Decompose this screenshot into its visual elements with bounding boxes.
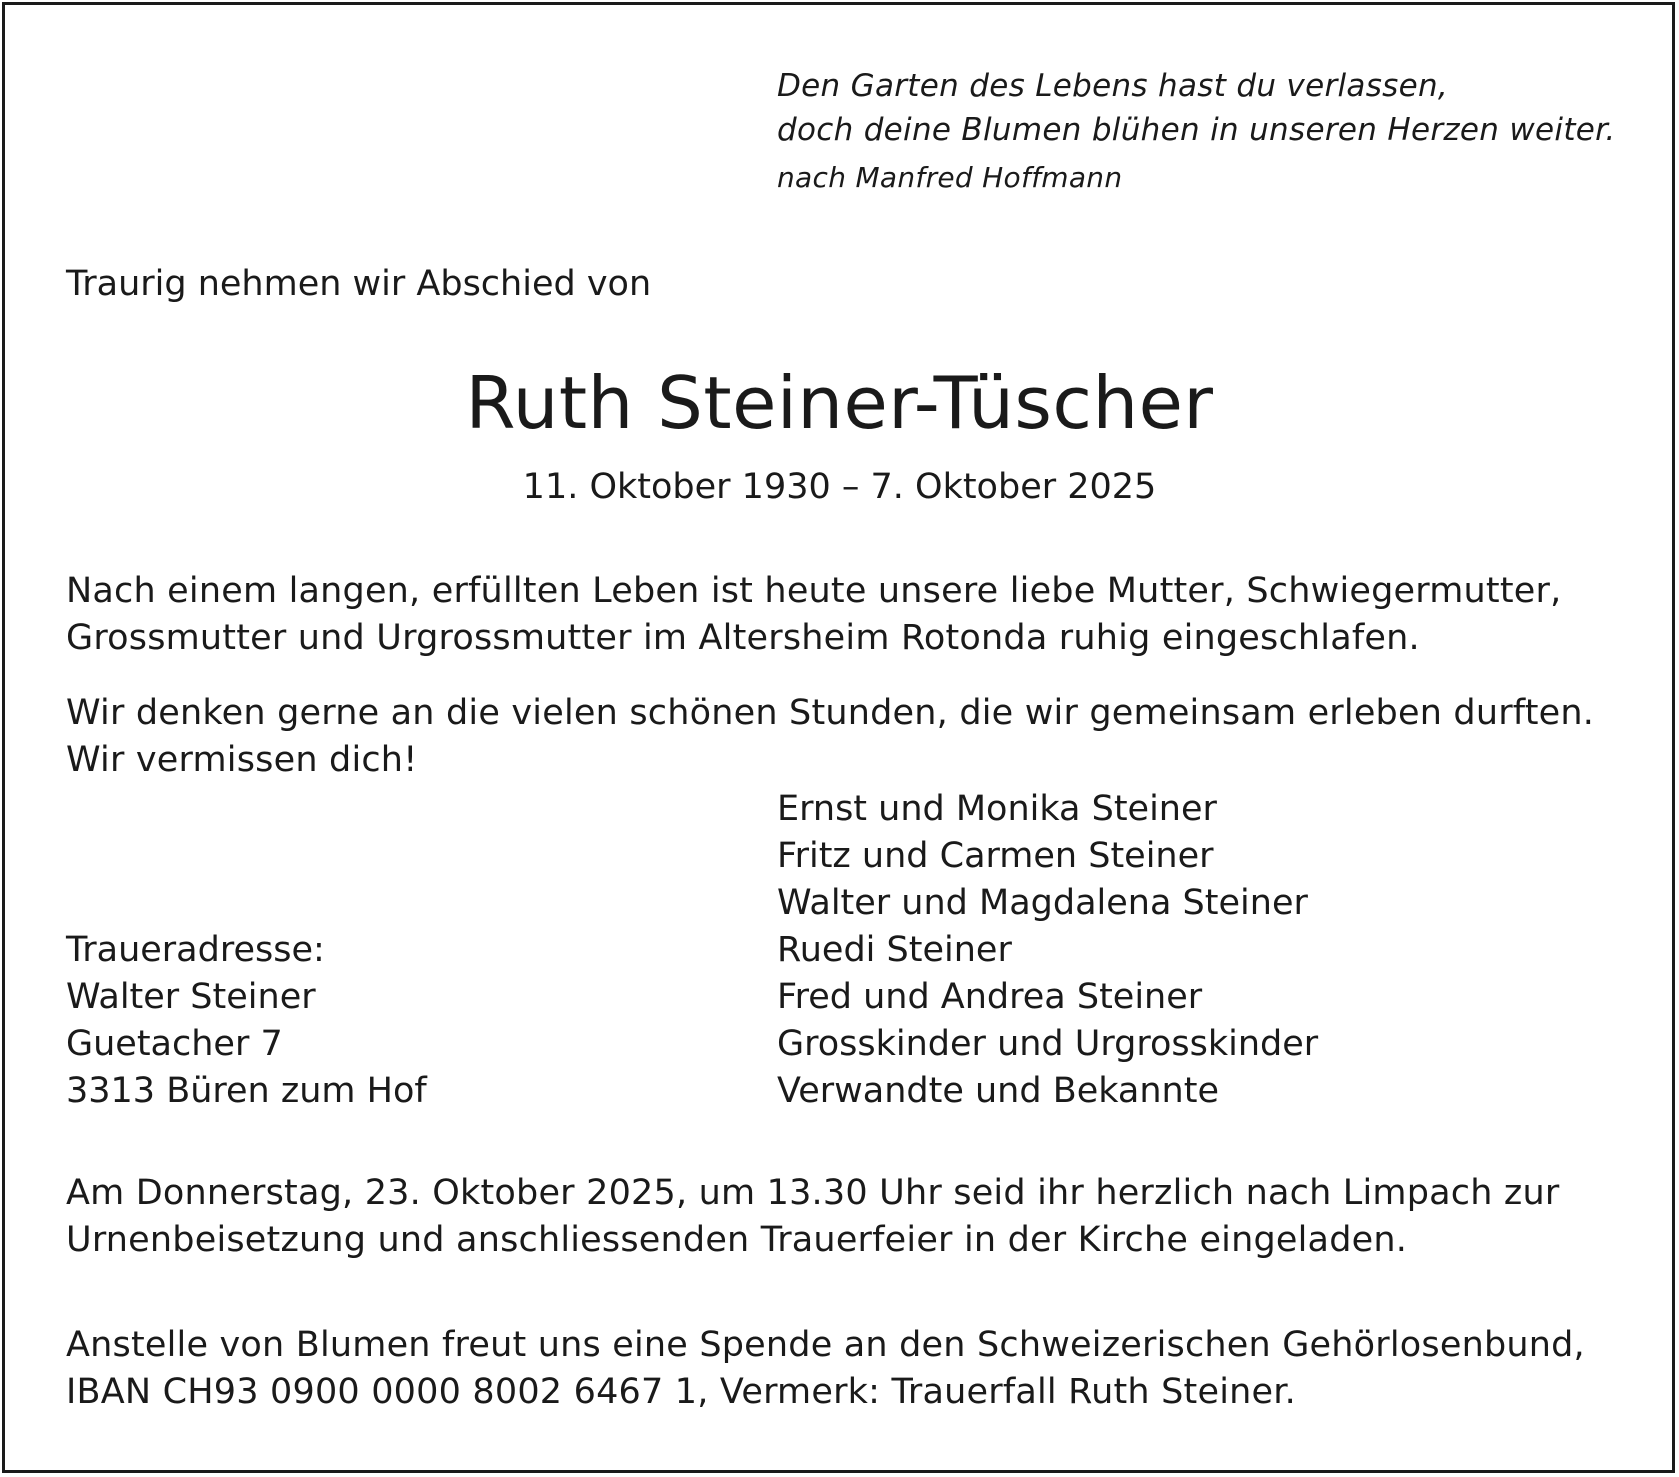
- family-member: Grosskinder und Urgrosskinder: [777, 1024, 1319, 1064]
- mourning-address: [66, 927, 427, 1115]
- deceased-name: Ruth Steiner-Tüscher: [465, 361, 1214, 445]
- family-member: Fritz und Carmen Steiner: [777, 836, 1214, 876]
- address-line: Walter Steiner: [66, 977, 316, 1017]
- motto-line: doch deine Blumen blühen in unseren Herzen weiter.: [777, 112, 1616, 148]
- family-list: [777, 786, 1318, 1115]
- paragraph-line: Wir denken gerne an die vielen schönen Stunden, die wir gemeinsam erleben durften.: [66, 693, 1595, 733]
- address-line: 3313 Büren zum Hof: [66, 1071, 427, 1111]
- paragraph-line: Grossmutter und Urgrossmutter im Altersheim Rotonda ruhig eingeschlafen.: [66, 618, 1420, 658]
- motto-quote: [777, 64, 1616, 198]
- motto-line: Den Garten des Lebens hast du verlassen,: [777, 68, 1449, 104]
- paragraph-line: Am Donnerstag, 23. Oktober 2025, um 13.30 Uhr seid ihr herzlich nach Limpach zur: [66, 1173, 1560, 1213]
- donation-paragraph: [66, 1322, 1585, 1416]
- address-line: Guetacher 7: [66, 1024, 283, 1064]
- family-member: Verwandte und Bekannte: [777, 1071, 1219, 1111]
- family-member: Ernst und Monika Steiner: [777, 789, 1217, 829]
- family-member: Walter und Magdalena Steiner: [777, 883, 1308, 923]
- paragraph-line: Urnenbeisetzung und anschliessenden Trauerfeier in der Kirche eingeladen.: [66, 1220, 1408, 1260]
- paragraph-line: Wir vermissen dich!: [66, 740, 418, 780]
- intro-text: Traurig nehmen wir Abschied von: [66, 264, 652, 304]
- remembrance-paragraph: [66, 690, 1594, 784]
- paragraph-line: IBAN CH93 0900 0000 8002 6467 1, Vermerk: Trauerfall Ruth Steiner.: [66, 1372, 1296, 1412]
- family-member: Ruedi Steiner: [777, 930, 1012, 970]
- ceremony-paragraph: [66, 1170, 1559, 1264]
- paragraph-line: Nach einem langen, erfüllten Leben ist heute unsere liebe Mutter, Schwiegermutter,: [66, 571, 1562, 611]
- life-dates: 11. Oktober 1930 – 7. Oktober 2025: [522, 467, 1157, 507]
- paragraph-line: Anstelle von Blumen freut uns eine Spende an den Schweizerischen Gehörlosenbund,: [66, 1325, 1585, 1365]
- family-member: Fred und Andrea Steiner: [777, 977, 1203, 1017]
- address-label: Traueradresse:: [66, 930, 325, 970]
- motto-attribution: nach Manfred Hoffmann: [777, 161, 1123, 194]
- announcement-paragraph: [66, 568, 1561, 662]
